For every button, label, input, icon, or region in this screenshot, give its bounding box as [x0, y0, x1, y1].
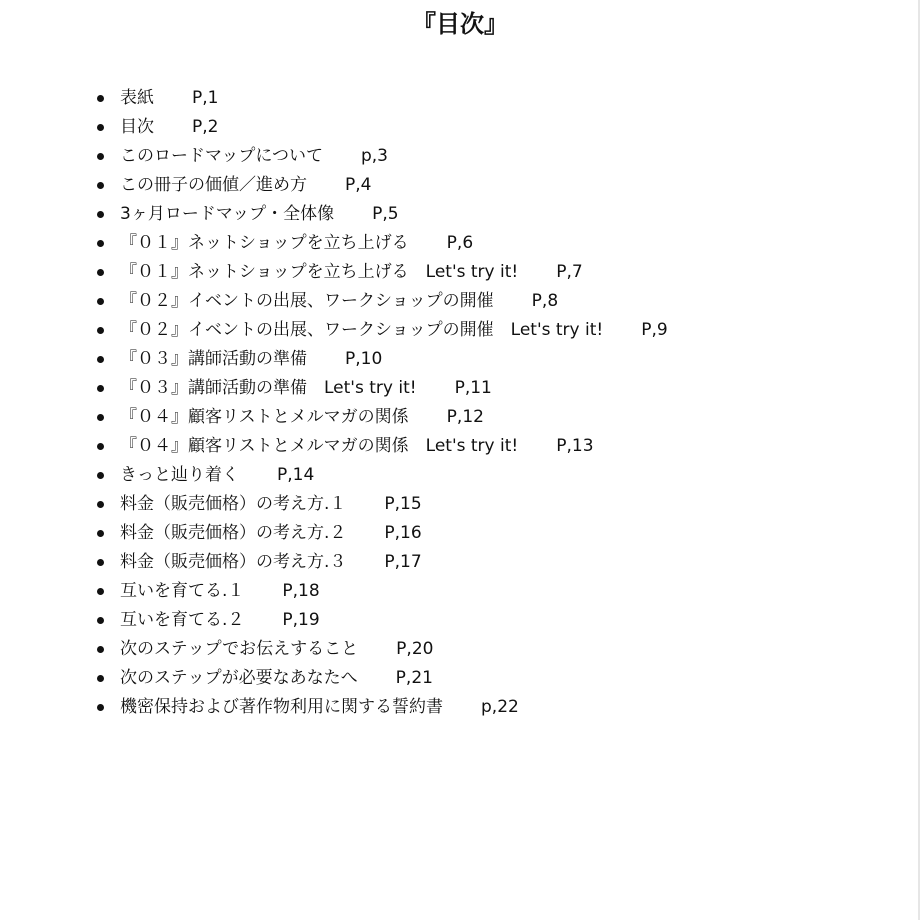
bullet-icon [97, 124, 104, 131]
toc-page-number: P,16 [384, 523, 422, 543]
toc-page-number: p,22 [481, 697, 519, 717]
toc-entry-text: きっと辿り着く [120, 465, 239, 485]
toc-page-number: P,15 [384, 494, 422, 514]
bullet-icon [97, 443, 104, 450]
toc-page-number: P,7 [556, 262, 583, 282]
bullet-icon [97, 704, 104, 711]
toc-item [94, 200, 668, 229]
toc-item [94, 664, 668, 693]
toc-item [94, 345, 668, 374]
toc-item [94, 258, 668, 287]
toc-entry-text: 料金（販売価格）の考え方.１ [120, 494, 347, 514]
toc-page-number: P,13 [556, 436, 594, 456]
toc-item [94, 490, 668, 519]
toc-page-number: P,5 [372, 204, 399, 224]
bullet-icon [97, 588, 104, 595]
bullet-icon [97, 298, 104, 305]
bullet-icon [97, 675, 104, 682]
toc-entry-text: 『０４』顧客リストとメルマガの関係 [120, 407, 409, 427]
toc-entry-text: 次のステップでお伝えすること [120, 639, 359, 659]
toc-entry-text: 互いを育てる.１ [120, 581, 245, 601]
toc-item [94, 84, 668, 113]
toc-entry-text: 料金（販売価格）の考え方.２ [120, 523, 347, 543]
toc-entry-text: 『０２』イベントの出展、ワークショップの開催 Let's try it! [120, 320, 604, 340]
page-title: 『目次』 [412, 10, 508, 38]
bullet-icon [97, 501, 104, 508]
toc-item [94, 548, 668, 577]
bullet-icon [97, 182, 104, 189]
toc-entry-text: この冊子の価値／進め方 [120, 175, 307, 195]
bullet-icon [97, 356, 104, 363]
bullet-icon [97, 95, 104, 102]
toc-entry-text: 料金（販売価格）の考え方.３ [120, 552, 347, 572]
toc-page-number: P,1 [192, 88, 219, 108]
toc-entry-text: このロードマップについて [120, 146, 323, 166]
toc-entry-text: 『０２』イベントの出展、ワークショップの開催 [120, 291, 494, 311]
toc-page-number: P,4 [345, 175, 372, 195]
toc-entry-text: 『０４』顧客リストとメルマガの関係 Let's try it! [120, 436, 519, 456]
bullet-icon [97, 327, 104, 334]
toc-page-number: P,18 [282, 581, 320, 601]
toc-item [94, 171, 668, 200]
toc-item [94, 374, 668, 403]
toc-page-number: P,2 [192, 117, 219, 137]
bullet-icon [97, 211, 104, 218]
bullet-icon [97, 240, 104, 247]
toc-entry-text: 『０１』ネットショップを立ち上げる [120, 233, 409, 253]
bullet-icon [97, 472, 104, 479]
toc-item [94, 229, 668, 258]
bullet-icon [97, 153, 104, 160]
toc-entry-text: 『０３』講師活動の準備 Let's try it! [120, 378, 417, 398]
toc-item [94, 577, 668, 606]
bullet-icon [97, 385, 104, 392]
toc-item [94, 519, 668, 548]
toc-item [94, 287, 668, 316]
toc-item [94, 316, 668, 345]
toc-item [94, 461, 668, 490]
bullet-icon [97, 559, 104, 566]
toc-entry-text: 『０３』講師活動の準備 [120, 349, 307, 369]
toc-item [94, 432, 668, 461]
toc-entry-text: 機密保持および著作物利用に関する誓約書 [120, 697, 443, 717]
bullet-icon [97, 646, 104, 653]
toc-item [94, 403, 668, 432]
toc-page-number: P,10 [345, 349, 383, 369]
toc-item [94, 113, 668, 142]
toc-item [94, 635, 668, 664]
toc-entry-text: 『０１』ネットショップを立ち上げる Let's try it! [120, 262, 519, 282]
bullet-icon [97, 269, 104, 276]
bullet-icon [97, 617, 104, 624]
toc-page-number: P,6 [446, 233, 474, 253]
toc-page-number: P,17 [384, 552, 422, 572]
toc-page-number: p,3 [360, 146, 388, 166]
toc-entry-text: 次のステップが必要なあなたへ [120, 668, 358, 688]
toc-entry-text: 目次 [120, 117, 154, 137]
bullet-icon [97, 414, 104, 421]
toc-entry-text: 表紙 [120, 88, 154, 108]
toc-page-number: P,19 [282, 610, 320, 630]
bullet-icon [97, 530, 104, 537]
toc-page-number: P,12 [446, 407, 484, 427]
toc-item [94, 142, 668, 171]
toc-entry-text: 互いを育てる.２ [120, 610, 245, 630]
toc-entry-text: 3ヶ月ロードマップ・全体像 [120, 204, 335, 224]
toc-page-number: P,9 [641, 320, 668, 340]
toc-item [94, 693, 668, 722]
toc-page-number: P,21 [395, 668, 433, 688]
toc-item [94, 606, 668, 635]
toc-page-number: P,8 [531, 291, 559, 311]
toc-page-number: P,20 [396, 639, 434, 659]
toc-page-number: P,11 [454, 378, 492, 398]
table-of-contents [94, 84, 668, 722]
toc-page-number: P,14 [277, 465, 315, 485]
